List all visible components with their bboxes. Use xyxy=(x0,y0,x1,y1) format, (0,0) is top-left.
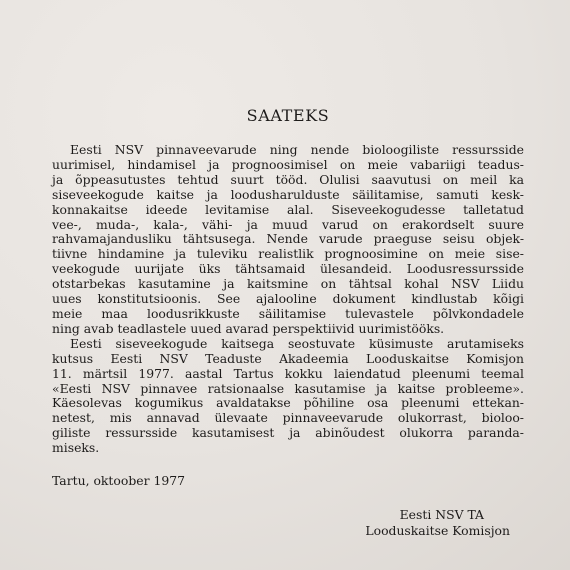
signature-block xyxy=(52,507,524,539)
text-line: ning avab teadlastele uued avarad perspektiivid uurimistööks. xyxy=(52,320,445,336)
text-line: giliste ressursside kasutamisest ja abinõudest olukorra paranda- xyxy=(52,425,524,441)
text-line: uues konstitutsioonis. See ajalooline dokument kindlustab kõigi xyxy=(52,291,524,307)
text-line: Eesti NSV pinnaveevarude ning nende bioloogiliste ressursside xyxy=(70,142,524,157)
signature-line-organization: Eesti NSV TA xyxy=(399,506,484,522)
text-line: «Eesti NSV pinnavee ratsionaalse kasutamise ja kaitse probleeme». xyxy=(52,380,524,396)
text-line: otstarbekas kasutamine ja kaitsmine on tähtsal kohal NSV Liidu xyxy=(52,276,524,292)
page-content xyxy=(52,106,524,539)
signature-line-commission: Looduskaitse Komisjon xyxy=(365,522,510,538)
text-line: Eesti siseveekogude kaitsega seostuvate küsimuste arutamiseks xyxy=(70,335,524,351)
text-line: ja õppeasutustes tehtud suurt tööd. Olulisi saavutusi on meil ka xyxy=(52,171,524,187)
paragraph-2 xyxy=(52,337,524,456)
text-line: netest, mis annavad ülevaate pinnaveevarude olukorrast, bioloo- xyxy=(52,410,524,426)
text-line: veekogude uurijate üks tähtsamaid ülesandeid. Loodusressursside xyxy=(52,261,524,277)
text-line: siseveekogude kaitse ja loodusharulduste säilitamise, samuti kesk- xyxy=(52,186,524,202)
text-line: miseks. xyxy=(52,440,100,456)
paragraph-1 xyxy=(52,143,524,337)
text-line: Käesolevas kogumikus avaldatakse põhiline osa pleenumi ettekan- xyxy=(52,395,524,411)
text-line: kutsus Eesti NSV Teaduste Akadeemia Looduskaitse Komisjon xyxy=(52,350,524,366)
text-line: rahvamajandusliku tähtsusega. Nende varude praeguse seisu objek- xyxy=(52,231,524,247)
page-title: SAATEKS xyxy=(246,106,330,125)
text-line: uurimisel, hindamisel ja prognoosimisel on meie vabariigi teadus- xyxy=(52,156,524,172)
text-line: 11. märtsil 1977. aastal Tartus kokku laiendatud pleenumi teemal xyxy=(52,365,524,381)
place-date: Tartu, oktoober 1977 xyxy=(52,473,185,489)
text-line: vee-, muda-, kala-, vähi- ja muud varud on erakordselt suure xyxy=(52,216,524,232)
text-line: tiivne hindamine ja tuleviku realistlik prognoosimine on meie sise- xyxy=(52,246,524,262)
text-line: konnakaitse ideede levitamise alal. Siseveekogudesse talletatud xyxy=(52,201,524,217)
text-line: meie maa loodusrikkuste säilitamise tulevastele põlvkondadele xyxy=(52,305,524,321)
